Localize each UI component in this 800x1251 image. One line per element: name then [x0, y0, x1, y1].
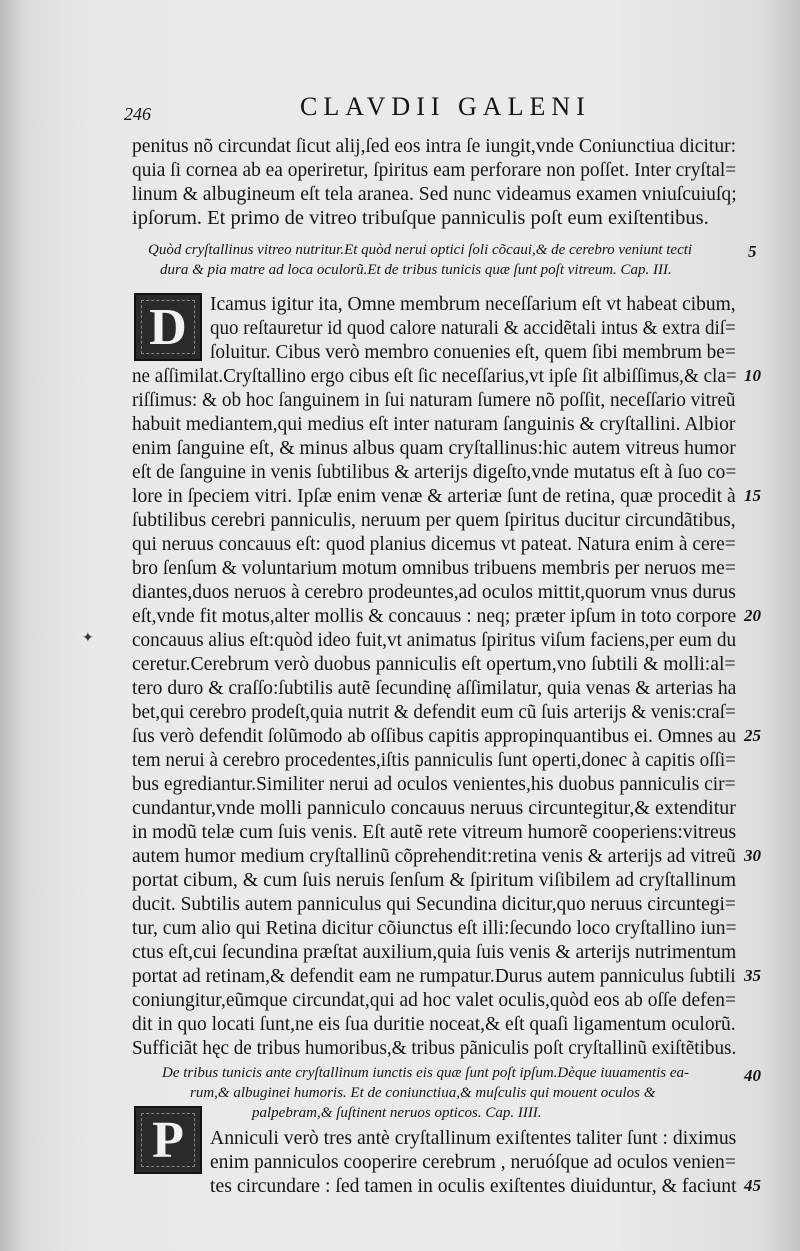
text-line: diantes,duos neruos à cerebro prodeuntes,ad oculos mittit,quorum vnus durus: [132, 581, 736, 603]
chapter-heading: dura & pia matre ad loca oculorũ.Et de tribus tunicis quæ ſunt poſt vitreum. Cap. III.: [160, 262, 672, 278]
text-line: ne aſſimilat.Cryſtallino ergo cibus eſt ſic neceſſarius,vt ipſe ſit albiſſimus,& cla=: [132, 365, 737, 387]
chapter-heading: De tribus tunicis ante cryſtallinum iunctis eis quæ ſunt poſt ipſum.Dèque iuuamentis ea-: [162, 1065, 690, 1081]
text-line: portat ad retinam,& defendit eam ne rumpatur.Durus autem panniculus ſubtili: [132, 965, 736, 987]
text-line: tes circundare : ſed tamen in oculis exiſtentes diuiduntur, & faciunt: [210, 1175, 737, 1197]
text-line: tero duro & craſſo:ſubtilis autẽ ſecundinę aſſimilatur, quia venas & arterias ha: [132, 677, 737, 699]
text-line: in modũ telæ cum ſuis venis. Eſt autẽ rete vitreum humorẽ cooperiens:vitreus: [132, 821, 737, 843]
text-line: Sufficiãt hęc de tribus humoribus,& tribus pãniculis poſt cryſtallinũ exiſtẽtibus.: [132, 1037, 737, 1059]
chapter-heading: Quòd cryſtallinus vitreo nutritur.Et quòd nerui optici ſoli cõcaui,& de cerebro veniunt tecti: [148, 242, 693, 258]
text-line: penitus nõ circundat ſicut alij,ſed eos intra ſe iungit,vnde Coniunctiua dicitur:: [132, 135, 737, 157]
text-line: portat cibum, & cum ſuis neruis ſenſum & ſpiritum viſibilem ad cryſtallinum: [132, 869, 737, 891]
text-line: dit in quo locati ſunt,ne eis ſua duritie noceat,& eſt quaſi ligamentum oculorũ.: [132, 1013, 736, 1035]
page-number: 246: [124, 104, 151, 124]
text-line: Anniculi verò tres antè cryſtallinum exiſtentes taliter ſunt : diximus: [210, 1127, 737, 1149]
text-line: enim panniculos cooperire cerebrum , neruóſque ad oculos venien=: [210, 1151, 736, 1173]
ink-blot: ✦: [82, 631, 94, 646]
text-line: bro ſenſum & voluntarium motum omnibus tribuens membris per neruos me=: [132, 557, 736, 579]
text-line: tem nerui à cerebro procedentes,iſtis panniculis ſunt operti,donec à capitis oſſi=: [132, 749, 736, 771]
initial-ornament: [141, 300, 195, 354]
text-line: ſoluitur. Cibus verò membro conuenies eſt, quem ſibi membrum be=: [210, 341, 736, 363]
text-line: linum & albugineum eſt tela aranea. Sed nunc videamus examen vniuſcuiuſq;: [132, 183, 737, 205]
margin-line-number: 35: [744, 966, 761, 985]
text-line: bet,qui cerebro prodeſt,quia nutrit & defendit eum cũ ſuis arterijs & venis:craſ=: [132, 701, 736, 723]
text-line: eſt,vnde fit motus,alter mollis & concauus : neq; præter ipſum in toto corpore: [132, 605, 737, 627]
text-line: ſus verò defendit ſolũmodo ab oſſibus capitis appropinquantibus ei. Omnes au: [132, 725, 737, 747]
decorated-initial: [134, 1106, 202, 1174]
running-head: CLAVDII GALENI: [300, 92, 591, 121]
text-line: ceretur.Cerebrum verò duobus panniculis eſt opertum,vno ſubtili & molli:al=: [132, 653, 736, 675]
text-line: eſt de ſanguine in venis ſubtilibus & arterijs digeſto,vnde mutatus eſt à ſuo co=: [132, 461, 737, 483]
text-line: cundantur,vnde molli panniculo concauus neruus circuntegitur,& extenditur: [132, 797, 736, 819]
margin-line-number: 40: [744, 1066, 761, 1085]
text-line: riſſimus: & ob hoc ſanguinem in ſui naturam ſumere nõ poſſit, neceſſario vitreũ: [132, 389, 736, 411]
text-line: qui neruus concauus eſt: quod planius dicemus vt pateat. Natura enim à cere=: [132, 533, 736, 555]
margin-line-number: 30: [744, 846, 761, 865]
text-line: ſubtilibus cerebri panniculis, neruum per quem ſpiritus ducitur circundãtibus,: [132, 509, 736, 531]
text-line: autem humor medium cryſtallinũ cõprehendit:retina venis & arterijs ad vitreũ: [132, 845, 736, 867]
margin-line-number: 10: [744, 366, 761, 385]
text-line: Icamus igitur ita, Omne membrum neceſſarium eſt vt habeat cibum,: [210, 293, 736, 315]
text-line: lore in ſpeciem vitri. Ipſæ enim venæ & arteriæ ſunt de retina, quæ procedit à: [132, 485, 736, 507]
margin-line-number: 25: [744, 726, 761, 745]
text-line: ctus eſt,cui ſecundina præſtat auxilium,quia ſuis venis & arterijs nutrimentum: [132, 941, 737, 963]
text-line: enim ſanguine eſt, & minus albus quam cryſtallinus:hic autem vitreus humor: [132, 437, 736, 459]
decorated-initial: [134, 293, 202, 361]
text-line: tur, cum alio qui Retina dicitur cõiunctus eſt illi:ſecundo loco cryſtallino iun=: [132, 917, 737, 939]
chapter-heading: palpebram,& ſuſtinent neruos opticos. Cap. IIII.: [252, 1105, 542, 1121]
text-line: ducit. Subtilis autem panniculus qui Secundina dicitur,quo neruus circuntegi=: [132, 893, 736, 915]
margin-line-number: 5: [748, 242, 757, 261]
initial-letter: D: [149, 298, 187, 356]
chapter-heading: rum,& albuginei humoris. Et de coniunctiua,& muſculis qui mouent oculos &: [190, 1085, 656, 1101]
text-line: coniungitur,eũmque circundat,qui ad hoc valet oculis,quòd eos ab oſſe defen=: [132, 989, 737, 1011]
initial-letter: P: [152, 1111, 184, 1169]
initial-ornament: [141, 1113, 195, 1167]
text-line: quia ſi cornea ab ea operiretur, ſpiritus eam perforare non poſſet. Inter cryſtal=: [132, 159, 737, 181]
margin-line-number: 20: [744, 606, 761, 625]
text-line: bus egrediantur.Similiter nerui ad oculos venientes,his duobus panniculis cir=: [132, 773, 736, 795]
text-line: ipſorum. Et primo de vitreo tribuſque panniculis poſt eum exiſtentibus.: [132, 207, 709, 229]
text-line: concauus alius eſt:quòd ideo fuit,vt animatus ſpiritus viſum faciens,per eum du: [132, 629, 737, 651]
margin-line-number: 15: [744, 486, 761, 505]
text-line: quo reſtauretur id quod calore naturali & accidẽtali intus & extra diſ=: [210, 317, 736, 339]
margin-line-number: 45: [744, 1176, 761, 1195]
text-line: habuit mediantem,qui medius eſt inter naturam ſanguinis & cryſtallini. Albior: [132, 413, 736, 435]
